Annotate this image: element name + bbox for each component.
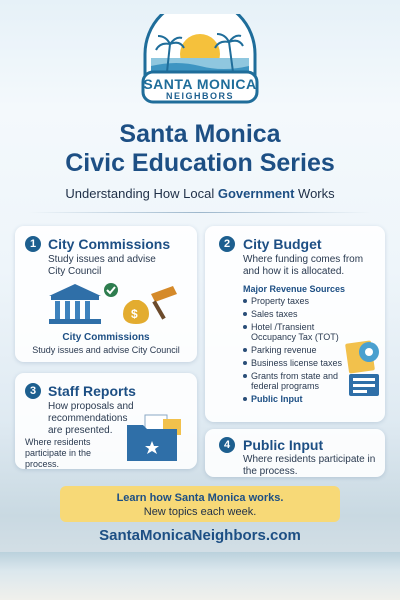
- revenue-item: Property taxes: [243, 296, 345, 306]
- folder-icon: [119, 413, 191, 465]
- subtitle-suffix: Works: [294, 186, 335, 201]
- caption-title: City Commissions: [62, 332, 150, 343]
- svg-text:$: $: [131, 307, 138, 321]
- number-badge: 2: [219, 236, 235, 252]
- banner-line1: Learn how Santa Monica works.: [116, 492, 284, 504]
- website-link[interactable]: SantaMonicaNeighbors.com: [99, 527, 301, 544]
- revenue-heading: Major Revenue Sources: [243, 284, 346, 294]
- city-hall-icon: [45, 282, 185, 326]
- number-badge: 4: [219, 437, 235, 453]
- title-line2: Civic Education Series: [65, 149, 335, 177]
- card-staff-reports: [15, 373, 197, 469]
- revenue-item: Sales taxes: [243, 309, 345, 319]
- card-text: Where funding comes from and how it is allocated.: [243, 254, 364, 277]
- revenue-item: Grants from state and federal programs: [243, 371, 345, 391]
- card-city-budget: [205, 226, 385, 422]
- card-text: Where residents participate in the process.: [243, 454, 376, 477]
- banner-line2: New topics each week.: [143, 506, 257, 518]
- logo-line2: NEIGHBORS: [165, 91, 234, 101]
- page-title: [0, 120, 400, 178]
- card-text-secondary: Where residents participate in the process.: [25, 437, 92, 469]
- revenue-list: [243, 296, 345, 407]
- revenue-item: Business license taxes: [243, 358, 345, 368]
- subtitle-bold: Government: [217, 186, 295, 201]
- subtitle-prefix: Understanding How Local: [65, 186, 218, 201]
- revenue-item: Public Input: [243, 394, 345, 404]
- number-badge: 1: [25, 236, 41, 252]
- card-city-commissions: [15, 226, 197, 362]
- ocean-background: [0, 552, 400, 600]
- documents-icon: [345, 338, 385, 402]
- card-title: City Budget: [243, 236, 322, 252]
- logo-line1: SANTA MONICA: [143, 76, 257, 92]
- info-banner: [60, 486, 340, 522]
- card-text: How proposals and recommendations are presented.: [48, 401, 134, 436]
- card-title: Public Input: [243, 437, 324, 453]
- revenue-item: Hotel /Transient Occupancy Tax (TOT): [243, 322, 345, 342]
- revenue-item: Parking revenue: [243, 345, 345, 355]
- card-title: City Commissions: [48, 236, 171, 252]
- number-badge: 3: [25, 383, 41, 399]
- card-text: Study issues and advise City Council: [48, 254, 156, 277]
- card-title: Staff Reports: [48, 383, 136, 399]
- card-public-input: [205, 429, 385, 477]
- divider: [28, 212, 372, 213]
- title-line1: Santa Monica: [119, 120, 281, 148]
- caption-text: Study issues and advise City Council: [32, 345, 180, 355]
- subtitle: [0, 186, 400, 201]
- santa-monica-neighbors-logo: [137, 14, 263, 104]
